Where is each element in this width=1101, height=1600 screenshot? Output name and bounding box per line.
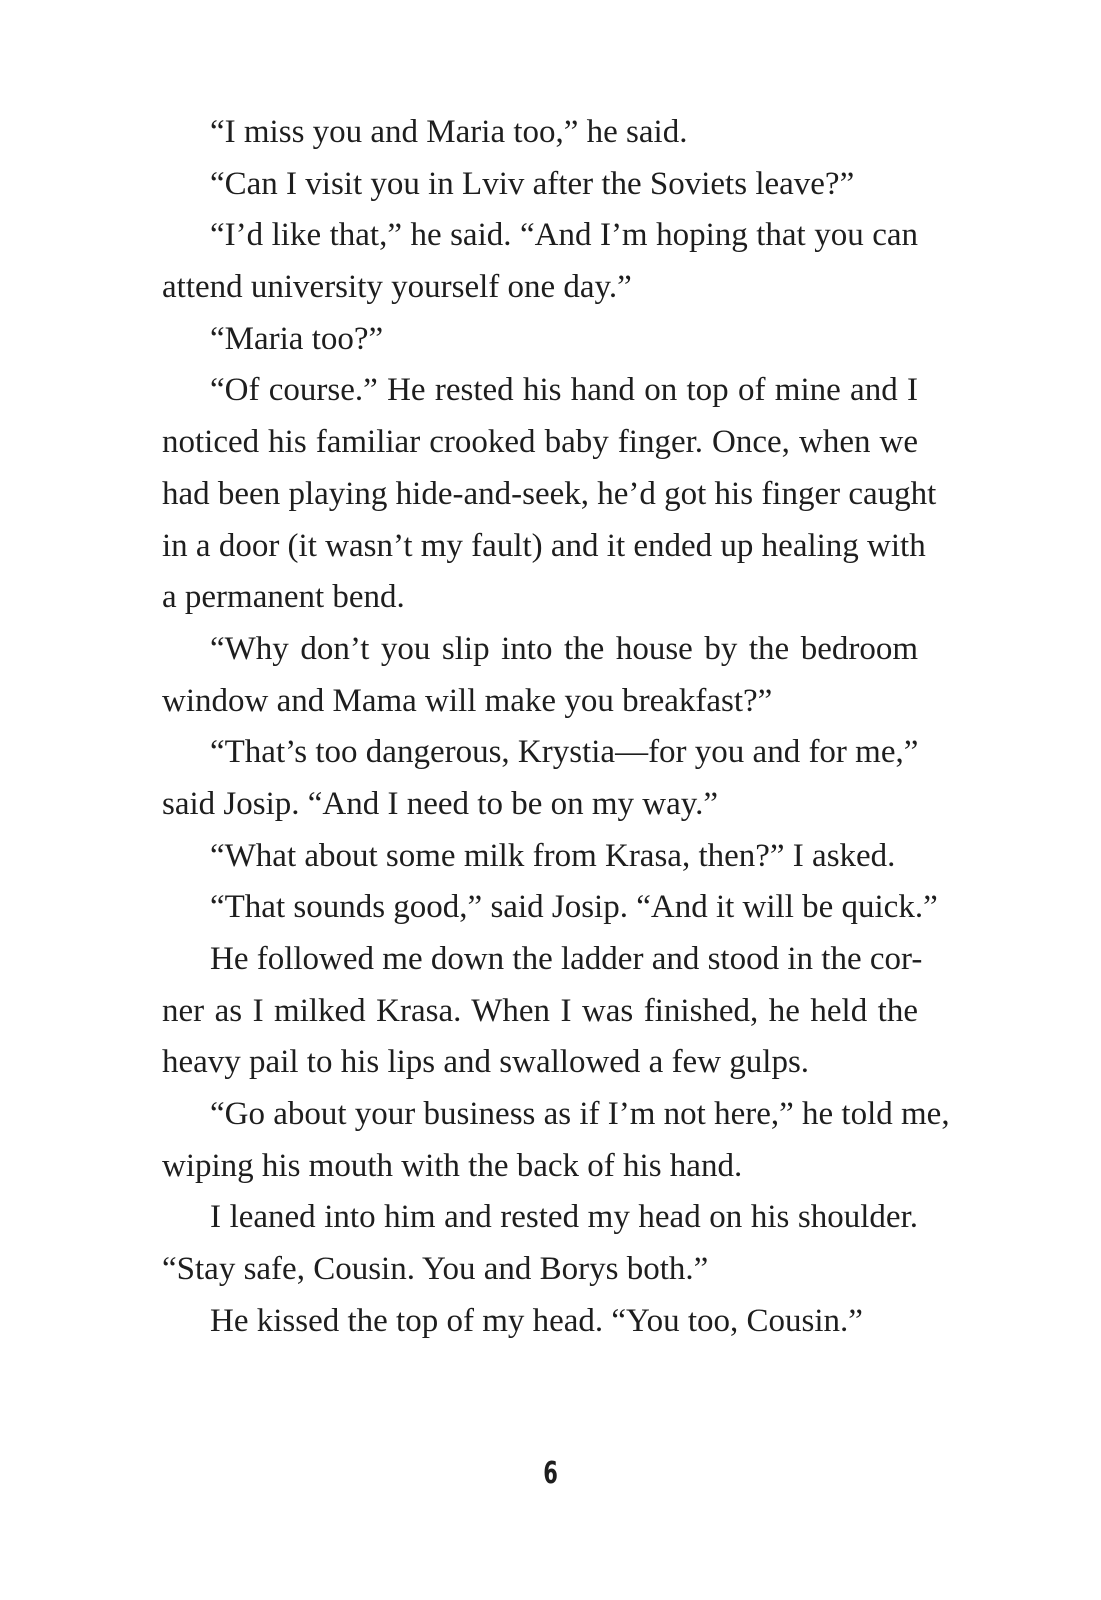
text-line: “Can I visit you in Lviv after the Soviets leave?” [210,165,855,202]
text-line: a permanent bend. [162,579,405,616]
text-line: had been playing hide-and-seek, he’d got his finger caught [162,475,937,512]
text-line: “What about some milk from Krasa, then?” I asked. [210,837,896,874]
text-line: wiping his mouth with the back of his hand. [162,1147,743,1184]
text-line: He kissed the top of my head. “You too, Cousin.” [210,1302,863,1339]
text-line: window and Mama will make you breakfast?” [162,682,773,719]
text-line: “Maria too?” [210,320,384,357]
text-line: in a door (it wasn’t my fault) and it ended up healing with [162,527,926,564]
text-line: heavy pail to his lips and swallowed a few gulps. [162,1044,810,1081]
text-line: noticed his familiar crooked baby finger. Once, when we [162,424,918,461]
text-line: “Of course.” He rested his hand on top of mine and I [210,372,918,409]
text-line: attend university yourself one day.” [162,269,632,306]
text-line: “That’s too dangerous, Krystia—for you and for me,” [210,734,919,771]
text-line: “That sounds good,” said Josip. “And it will be quick.” [210,889,938,926]
page-number: 6 [543,1456,558,1491]
text-line: “I’d like that,” he said. “And I’m hoping that you can [210,217,918,254]
text-line: ner as I milked Krasa. When I was finished, he held the [162,992,918,1029]
text-line: “I miss you and Maria too,” he said. [210,114,688,150]
text-line: “Why don’t you slip into the house by the bedroom [210,630,918,667]
text-line: “Stay safe, Cousin. You and Borys both.” [162,1251,709,1288]
text-line: said Josip. “And I need to be on my way.” [162,785,718,822]
text-line: He followed me down the ladder and stood in the cor- [210,941,923,977]
body-text [162,107,950,1348]
text-line: I leaned into him and rested my head on his shoulder. [210,1199,918,1236]
text-line: “Go about your business as if I’m not here,” he told me, [210,1096,950,1133]
